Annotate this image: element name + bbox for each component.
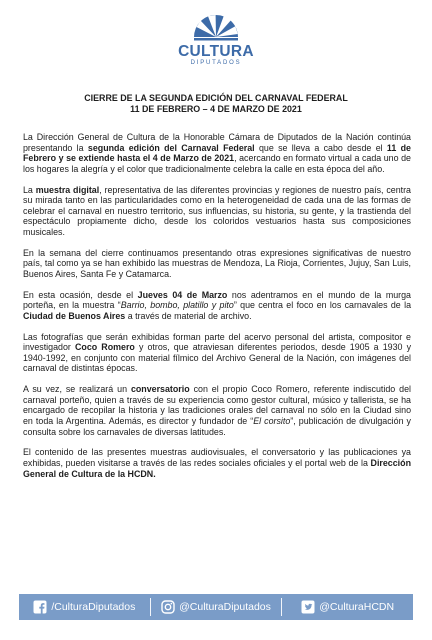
twitter-icon — [301, 600, 315, 614]
paragraph-digital-exhibit: La muestra digital, representativa de las diferentes provincias y regiones de nuestro país, centra su mirada tanto en las particularidades como en la heterogeneidad de cada una de las formas de celebrar el carnaval en nuestro territorio, sus influencias, su historia, su gente, y la trastienda del espectáculo propiamente dicho, desde los coloridos vestuarios hasta sus composiciones musicales. — [23, 184, 411, 237]
title-line-2: 11 DE FEBRERO – 4 DE MARZO DE 2021 — [130, 103, 302, 114]
facebook-link[interactable] — [19, 600, 150, 614]
cultura-logo-icon — [191, 8, 241, 42]
instagram-icon — [161, 600, 175, 614]
header-logo — [0, 8, 432, 67]
logo-subtitle: DIPUTADOS — [190, 60, 242, 66]
paragraph-murga-exhibit: En esta ocasión, desde el Jueves 04 de Marzo nos adentramos en el mundo de la murga porteña, en la muestra “Barrio, bombo, platillo y pito” que centra el foco en los carnavales de la Ciudad de Buenos Aires a través de material de archivo. — [23, 289, 412, 321]
instagram-link[interactable] — [151, 600, 282, 614]
paragraph-closing-week: En la semana del cierre continuamos presentando otras expresiones significativas de nuestro país, tal como ya se han exhibido las muestras de Mendoza, La Rioja, Corrientes, Jujuy, San Luis, Buenos Aires, Santa Fe y Catamarca. — [23, 247, 411, 279]
twitter-link[interactable] — [282, 600, 413, 614]
press-release-title — [30, 93, 402, 114]
social-footer — [19, 594, 413, 620]
twitter-handle: @CulturaHCDN — [319, 601, 395, 613]
press-release-body — [23, 132, 411, 489]
paragraph-conversatorio: A su vez, se realizará un conversatorio con el propio Coco Romero, referente indiscutido del carnaval porteño, quien a través de su experiencia como gestor cultural, músico y tallerista, se ha encargado de recopilar la historia y las tradiciones orales del carnaval no sólo en la Ciudad sino en toda la Argentina. Además, es director y fundador de “El corsito”, publicación de divulgación y consulta sobre los carnavales de diversas latitudes. — [23, 384, 412, 437]
footer-divider — [281, 598, 282, 616]
footer-divider — [150, 598, 151, 616]
title-line-1: CIERRE DE LA SEGUNDA EDICIÓN DEL CARNAVAL FEDERAL — [84, 93, 348, 103]
instagram-handle: @CulturaDiputados — [179, 601, 271, 613]
logo-wordmark: CULTURA — [178, 43, 254, 60]
paragraph-closing-note: El contenido de las presentes muestras audiovisuales, el conversatorio y las publicaciones ya exhibidas, pueden visitarse a través de las redes sociales oficiales y el portal web de la Dirección General de Cultura de la HCDN. — [23, 447, 411, 479]
facebook-handle: /CulturaDiputados — [51, 601, 136, 613]
paragraph-intro: La Dirección General de Cultura de la Honorable Cámara de Diputados de la Nación continúa presentando la segunda edición del Carnaval Federal que se lleva a cabo desde el 11 de Febrero y se extiende hasta el 4 de Marzo de 2021, acercando en formato virtual a cada uno de los hogares la alegría y el color que tradicionalmente celebra la calle en esta época del año. — [23, 132, 411, 174]
paragraph-photographs: Las fotografías que serán exhibidas forman parte del acervo personal del artista, compositor e investigador Coco Romero y otros, que atraviesan diferentes periodos, desde 1905 a 1930 y 1940-1992, en conjunto con material fílmico del Archivo General de la Nación, con imágenes del carnaval de distintas épocas. — [23, 331, 412, 374]
facebook-icon — [33, 600, 47, 614]
